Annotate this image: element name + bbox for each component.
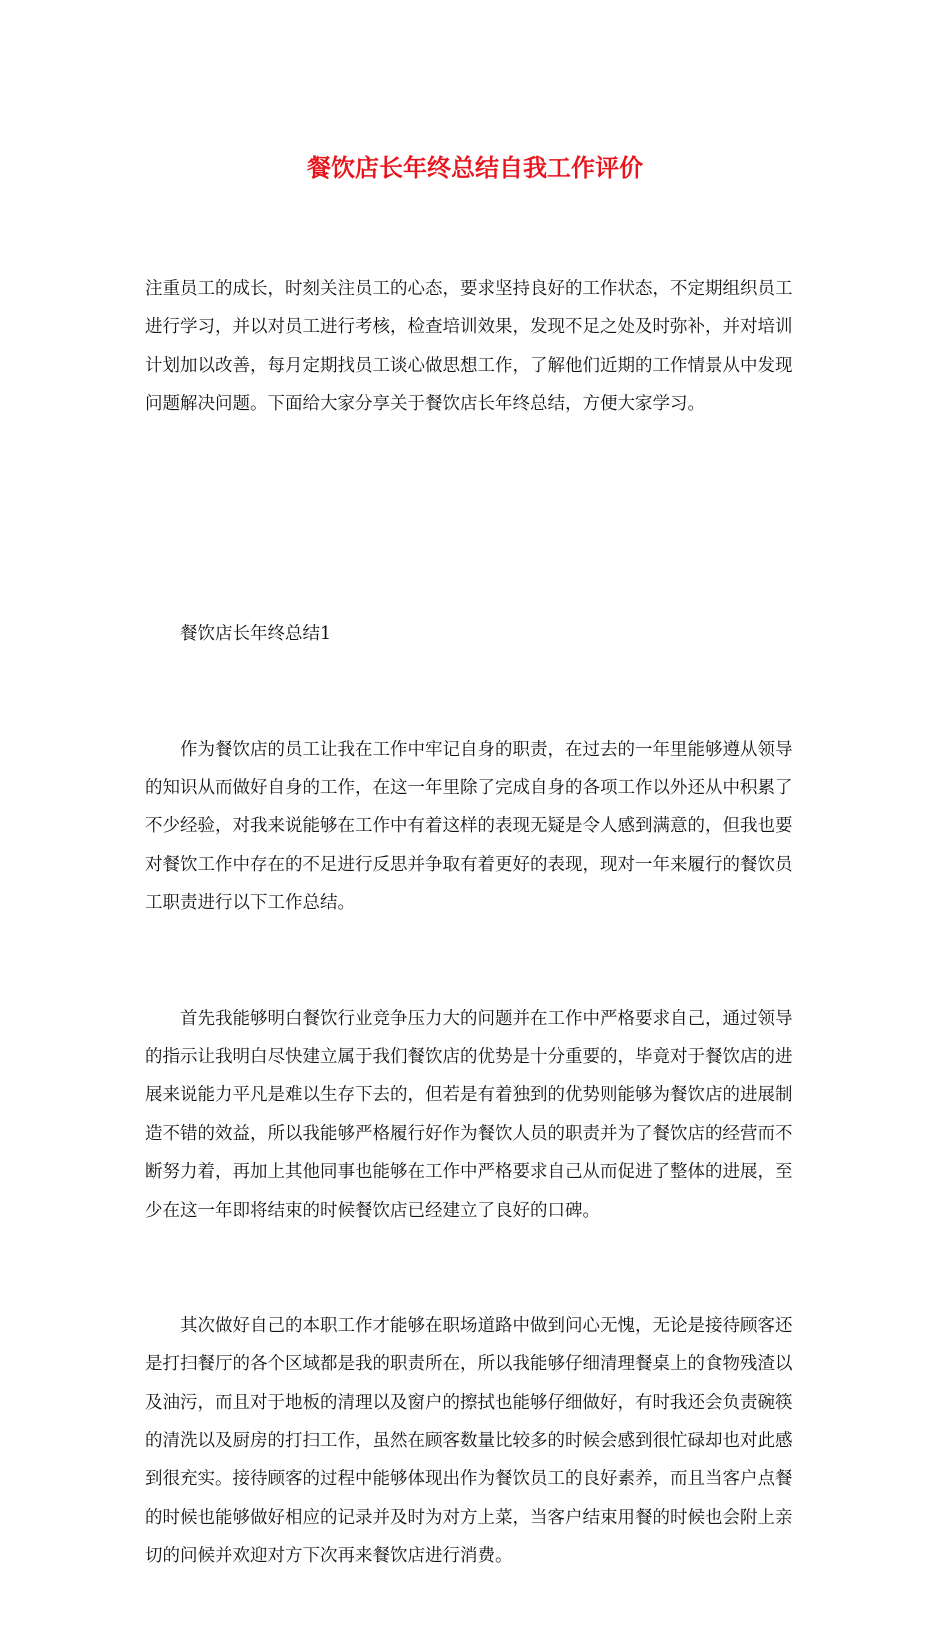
- paragraph-spacer: [145, 500, 805, 538]
- body-paragraph-3: 其次做好自己的本职工作才能够在职场道路中做到问心无愧，无论是接待顾客还是打扫餐厅的各个区域都是我的职责所在，所以我能够仔细清理餐桌上的食物残渣以及油污，而且对于地板的清理以及窗户的擦拭也能够仔细做好，有时我还会负责碗筷的清洗以及厨房的打扫工作，虽然在顾客数量比较多的时候会感到很忙碌却也对此感到很充实。接待顾客的过程中能够体现出作为餐饮员工的良好素养，而且当客户点餐的时候也能够做好相应的记录并及时为对方上菜，当客户结束用餐的时候也会附上亲切的问候并欢迎对方下次再来餐饮店进行消费。: [145, 1315, 793, 1567]
- body-paragraph-1: 作为餐饮店的员工让我在工作中牢记自身的职责，在过去的一年里能够遵从领导的知识从而做好自身的工作，在这一年里除了完成自身的各项工作以外还从中积累了不少经验，对我来说能够在工作中有着这样的表现无疑是令人感到满意的，但我也要对餐饮工作中存在的不足进行反思并争取有着更好的表现，现对一年来履行的餐饮员工职责进行以下工作总结。: [145, 739, 793, 914]
- body-paragraph-2: 首先我能够明白餐饮行业竞争压力大的问题并在工作中严格要求自己，通过领导的指示让我明白尽快建立属于我们餐饮店的优势是十分重要的，毕竟对于餐饮店的进展来说能力平凡是难以生存下去的，但若是有着独到的优势则能够为餐饮店的进展制造不错的效益，所以我能够严格履行好作为餐饮人员的职责并为了餐饮店的经营而不断努力着，再加上其他同事也能够在工作中严格要求自己从而促进了整体的进展，至少在这一年即将结束的时候餐饮店已经建立了良好的口碑。: [145, 1008, 793, 1221]
- intro-paragraph: 注重员工的成长，时刻关注员工的心态，要求坚持良好的工作状态，不定期组织员工进行学习，并以对员工进行考核，检查培训效果，发现不足之处及时弥补，并对培训计划加以改善，每月定期找员工谈心做思想工作，了解他们近期的工作情景从中发现问题解决问题。下面给大家分享关于餐饮店长年终总结，方便大家学习。: [145, 278, 793, 415]
- document-title: 餐饮店长年终总结自我工作评价: [307, 153, 643, 182]
- document-body: [145, 193, 805, 1652]
- section-heading: 餐饮店长年终总结1: [180, 624, 332, 645]
